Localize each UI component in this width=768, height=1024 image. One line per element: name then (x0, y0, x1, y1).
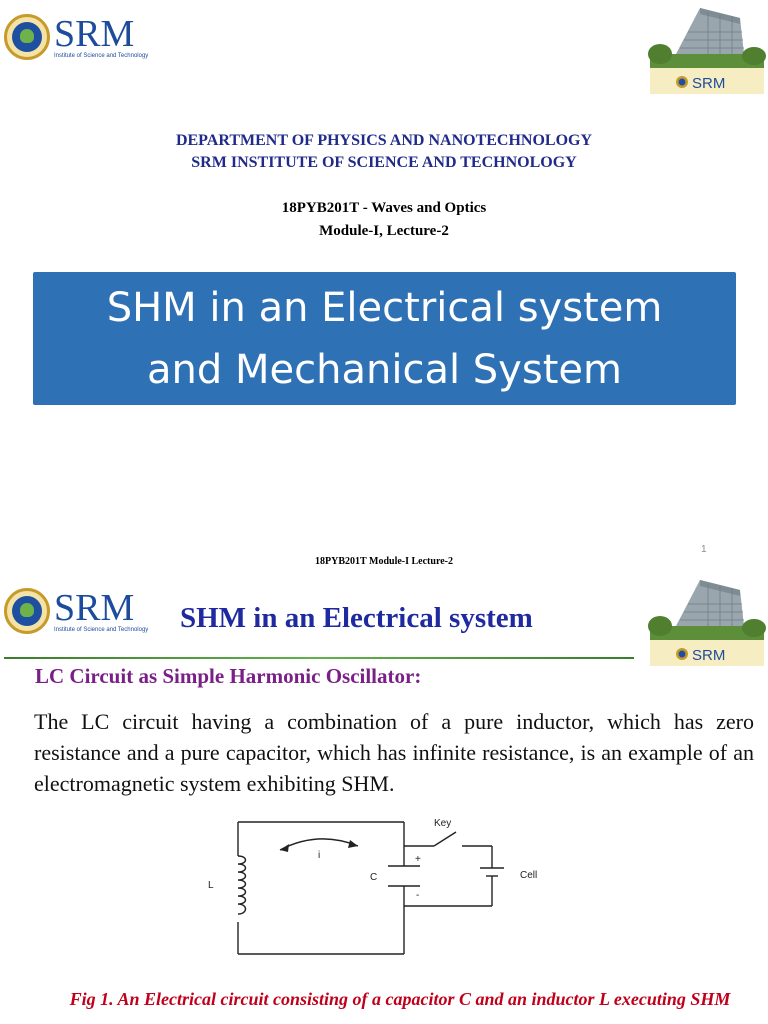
course-code: 18PYB201T - Waves and Optics (281, 200, 487, 216)
title-line1: SHM in an Electrical system (106, 284, 663, 331)
building-logo-name: SRM (692, 75, 726, 92)
title-line2: and Mechanical System (147, 346, 622, 393)
subheading: LC Circuit as Simple Harmonic Oscillator: (35, 664, 422, 688)
srm-logo-name-2: SRM (54, 586, 135, 629)
lc-circuit-diagram (200, 810, 540, 970)
slide-title: SHM in an Electrical system (180, 602, 533, 634)
srm-logo-name: SRM (54, 12, 135, 55)
body-paragraph: The LC circuit having a combination of a pure inductor, which has zero resistance and a pure capacitor, which has infinite resistance, is an example of an electromagnetic system exhibiting SHM. (34, 709, 754, 796)
module-lecture: Module-I, Lecture-2 (319, 223, 449, 239)
current-label: i (318, 850, 321, 861)
building-logo-2 (648, 574, 766, 666)
srm-logo (4, 14, 148, 60)
srm-emblem-icon (4, 588, 50, 634)
page-number: 1 (701, 544, 707, 555)
building-logo (648, 2, 766, 94)
title-underline (4, 657, 634, 659)
cell-label: Cell (520, 870, 538, 881)
minus-label: - (416, 890, 420, 901)
plus-label: + (415, 854, 421, 865)
department-line1: DEPARTMENT OF PHYSICS AND NANOTECHNOLOGY (175, 132, 593, 149)
department-line2: SRM INSTITUTE OF SCIENCE AND TECHNOLOGY (191, 154, 577, 171)
key-label: Key (434, 818, 452, 829)
figure-caption: Fig 1. An Electrical circuit consisting of a capacitor C and an inductor L executing SHM (69, 989, 731, 1009)
capacitor-label: C (370, 872, 378, 883)
building-logo-name-2: SRM (692, 647, 726, 664)
inductor-label: L (208, 880, 214, 891)
srm-logo-subtitle: Institute of Science and Technology (54, 52, 149, 59)
slide-footer: 18PYB201T Module-I Lecture-2 (315, 556, 453, 567)
srm-emblem-icon (4, 14, 50, 60)
srm-logo-subtitle-2: Institute of Science and Technology (54, 626, 149, 633)
srm-logo-2 (4, 588, 148, 634)
title-banner (33, 272, 736, 405)
